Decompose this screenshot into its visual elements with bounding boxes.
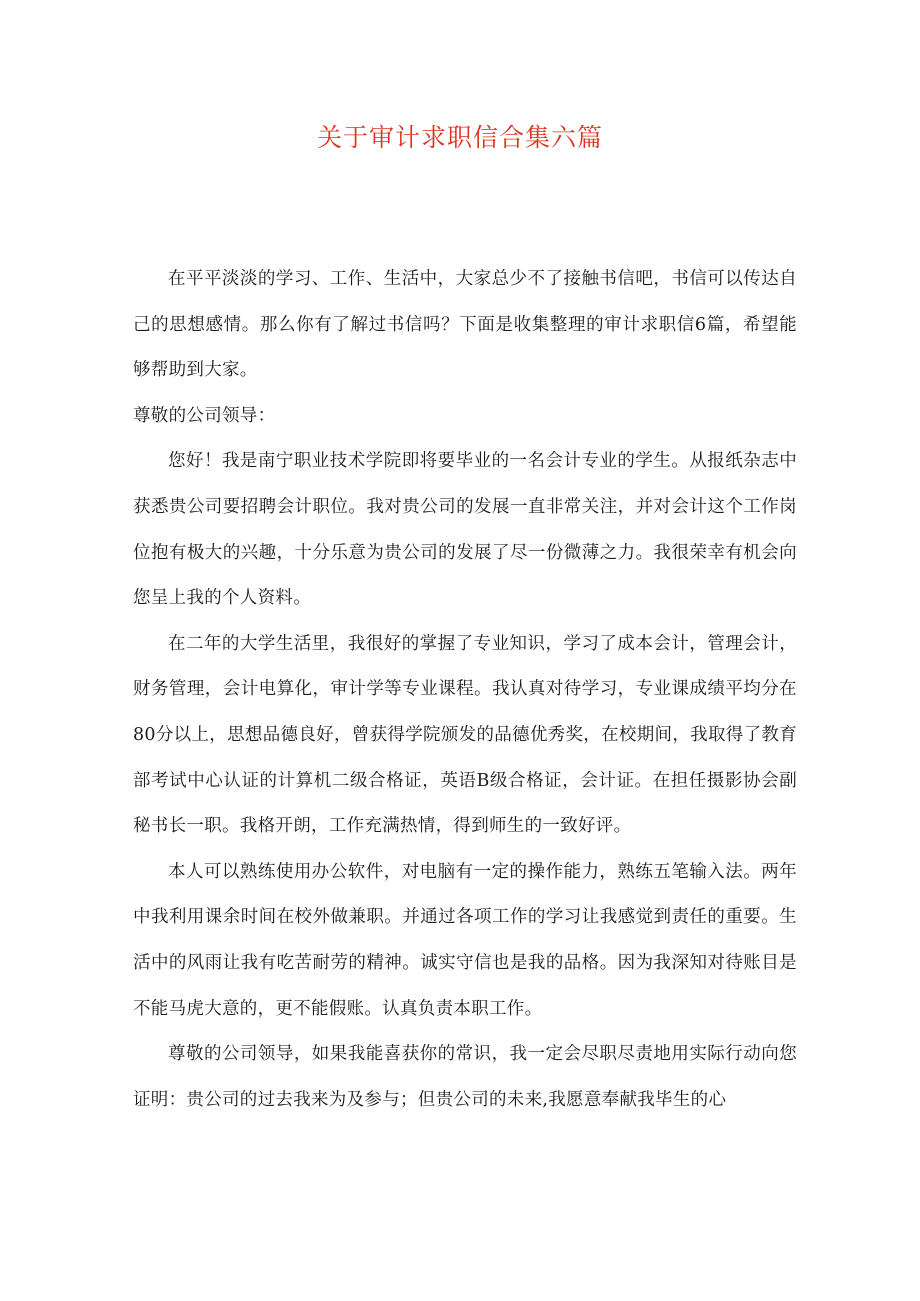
document-title: 关于审计求职信合集六篇 xyxy=(316,123,603,152)
body-paragraph: 尊敬的公司领导，如果我能喜获你的常识，我一定会尽职尽责地用实际行动向您证明：贵公司的过去我来为及参与；但贵公司的未来,我愿意奉献我毕生的心 xyxy=(133,1044,797,1110)
body-paragraph: 在二年的大学生活里，我很好的掌握了专业知识，学习了成本会计，管理会计，财务管理，会计电算化，审计学等专业课程。我认真对待学习，专业课成绩平均分在80分以上，思想品德良好，曾获得学院颁发的品德优秀奖，在校期间，我取得了教育部考试中心认证的计算机二级合格证，英语B级合格证，会计证。在担任摄影协会副秘书长一职。我格开朗，工作充满热情，得到师生的一致好评。 xyxy=(133,633,797,837)
body-paragraph: 本人可以熟练使用办公软件，对电脑有一定的操作能力，熟练五笔输入法。两年中我利用课余时间在校外做兼职。并通过各项工作的学习让我感觉到责任的重要。生活中的风雨让我有吃苦耐劳的精神。诚实守信也是我的品格。因为我深知对待账目是不能马虎大意的，更不能假账。认真负责本职工作。 xyxy=(133,861,797,1019)
body-paragraph: 您好！我是南宁职业技术学院即将要毕业的一名会计专业的学生。从报纸杂志中获悉贵公司要招聘会计职位。我对贵公司的发展一直非常关注，并对会计这个工作岗位抱有极大的兴趣，十分乐意为贵公司的发展了尽一份微薄之力。我很荣幸有机会向您呈上我的个人资料。 xyxy=(133,451,797,609)
salutation: 尊敬的公司领导： xyxy=(133,405,276,426)
document-body xyxy=(133,257,797,1123)
intro-paragraph: 在平平淡淡的学习、工作、生活中，大家总少不了接触书信吧，书信可以传达自己的思想感情。那么你有了解过书信吗？下面是收集整理的审计求职信6篇，希望能够帮助到大家。 xyxy=(133,269,797,381)
